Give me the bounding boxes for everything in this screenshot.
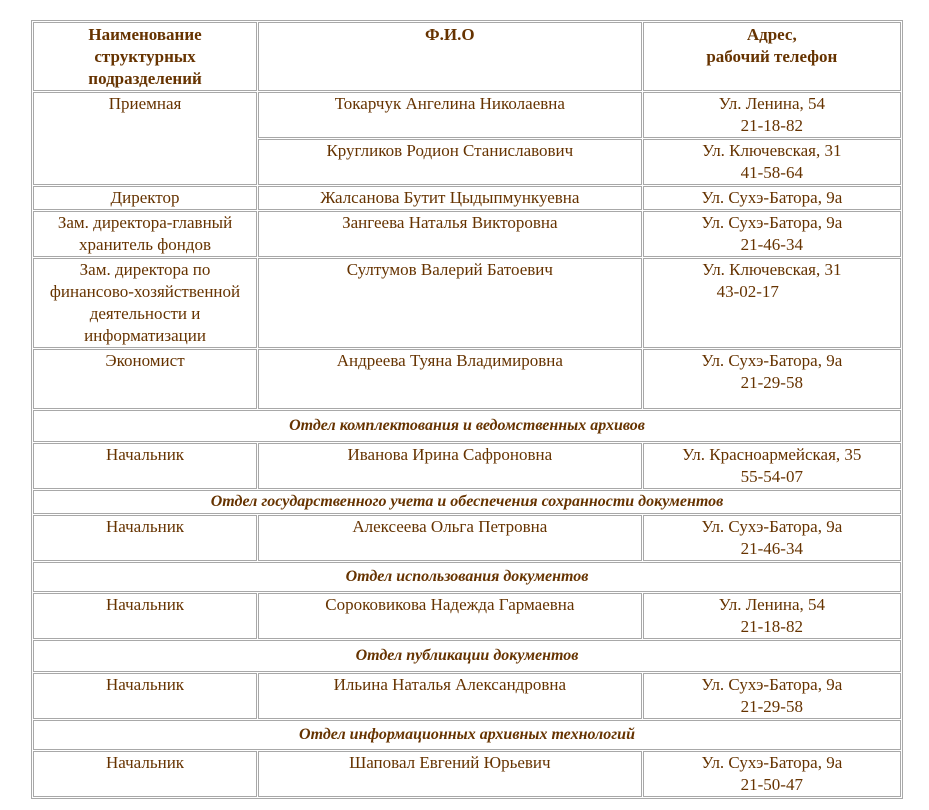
contact-cell [643,258,901,348]
name-cell: Зангеева Наталья Викторовна [258,211,642,257]
table-row [33,673,901,719]
contact-cell [643,211,901,257]
header-unit: Наименование структурных подразделений [33,22,257,91]
unit-cell: Начальник [33,673,257,719]
contact-cell [643,92,901,138]
department-title: Отдел публикации документов [33,640,901,672]
phone: 43-02-17 [716,282,779,301]
name-cell: Иванова Ирина Сафроновна [258,443,642,489]
unit-cell: Начальник [33,751,257,797]
unit-cell: Начальник [33,443,257,489]
department-header-row [33,562,901,592]
name-cell: Алексеева Ольга Петровна [258,515,642,561]
department-title: Отдел комплектования и ведомственных архивов [33,410,901,442]
contact-cell [643,186,901,210]
name-cell: Андреева Туяна Владимировна [258,349,642,409]
unit-cell: Начальник [33,515,257,561]
table-row [33,258,901,348]
address: Ул. Ключевская, 31 [702,141,842,160]
contact-cell [643,349,901,409]
phone: 21-29-58 [740,697,803,716]
address: Ул. Ленина, 54 [718,94,825,113]
address: Ул. Красноармейская, 35 [682,445,862,464]
phone: 55-54-07 [740,467,803,486]
address: Ул. Сухэ-Батора, 9а [701,213,843,232]
address: Ул. Сухэ-Батора, 9а [701,675,843,694]
table-row [33,349,901,409]
table-row [33,186,901,210]
department-title: Отдел информационных архивных технологий [33,720,901,750]
department-title: Отдел использования документов [33,562,901,592]
phone: 21-18-82 [740,617,803,636]
table-row [33,751,901,797]
address: Ул. Ленина, 54 [718,595,825,614]
name-cell: Султумов Валерий Батоевич [258,258,642,348]
contact-cell [643,139,901,185]
header-name: Ф.И.О [258,22,642,91]
contact-cell [643,751,901,797]
table-row [33,443,901,489]
unit-cell: Приемная [33,92,257,185]
table-row [33,593,901,639]
department-header-row [33,410,901,442]
phone: 41-58-64 [740,163,803,182]
phone: 21-29-58 [740,373,803,392]
name-cell: Кругликов Родион Станиславович [258,139,642,185]
address: Ул. Сухэ-Батора, 9а [701,753,843,772]
name-cell: Шаповал Евгений Юрьевич [258,751,642,797]
table-row [33,92,901,138]
staff-directory-table [31,20,903,799]
department-header-row [33,720,901,750]
unit-cell: Начальник [33,593,257,639]
address: Ул. Сухэ-Батора, 9а [701,517,843,536]
address: Ул. Сухэ-Батора, 9а [701,351,843,370]
header-contact: Адрес, рабочий телефон [643,22,901,91]
unit-cell: Директор [33,186,257,210]
table-row [33,515,901,561]
contact-cell [643,593,901,639]
department-title: Отдел государственного учета и обеспечения сохранности документов [33,490,901,514]
phone: 21-46-34 [740,235,803,254]
address: Ул. Ключевская, 31 [702,260,842,279]
name-cell: Жалсанова Бутит Цыдыпмункуевна [258,186,642,210]
phone: 21-46-34 [740,539,803,558]
department-header-row [33,640,901,672]
address: Ул. Сухэ-Батора, 9а [701,188,843,207]
name-cell: Сороковикова Надежда Гармаевна [258,593,642,639]
contact-cell [643,515,901,561]
department-header-row [33,490,901,514]
unit-cell: Экономист [33,349,257,409]
phone: 21-18-82 [740,116,803,135]
table-row [33,211,901,257]
unit-cell: Зам. директора по финансово-хозяйственной деятельности и информатизации [33,258,257,348]
phone: 21-50-47 [740,775,803,794]
contact-cell [643,443,901,489]
unit-cell: Зам. директора-главный хранитель фондов [33,211,257,257]
name-cell: Ильина Наталья Александровна [258,673,642,719]
table-header-row [33,22,901,91]
name-cell: Токарчук Ангелина Николаевна [258,92,642,138]
contact-cell [643,673,901,719]
